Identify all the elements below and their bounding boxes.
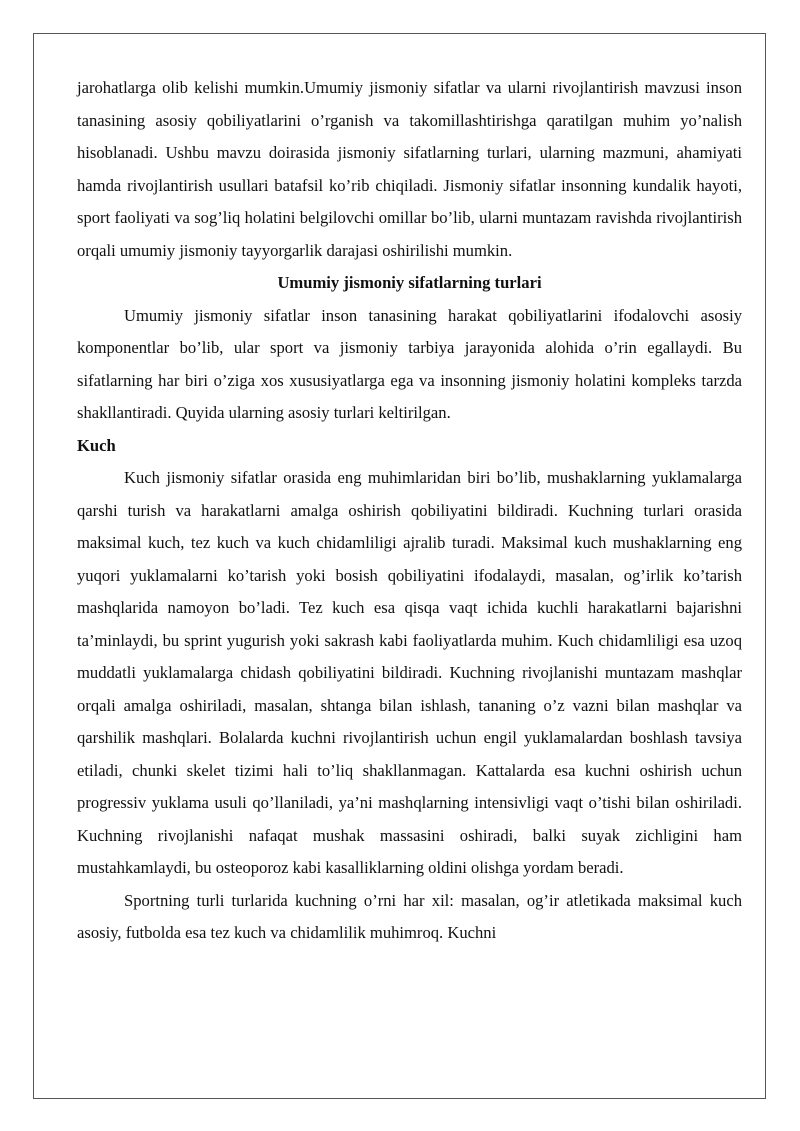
section-heading: Umumiy jismoniy sifatlarning turlari	[277, 273, 542, 292]
subheading-kuch: Kuch	[77, 435, 116, 455]
intro-paragraph: jarohatlarga olib kelishi mumkin.Umumiy jismoniy sifatlar va ularni rivojlantirish mavzusi inson tanasining asosiy qobiliyatlarini o’rganish va takomillashtirishga qaratilgan muhim yo’nalish hisoblanadi. Ushbu mavzu doirasida jismoniy sifatlarning turlari, ularning mazmuni, ahamiyati hamda rivojlantirish usullari batafsil ko’rib chiqiladi. Jismoniy sifatlar insonning kundalik hayoti, sport faoliyati va sog’liq holatini belgilovchi omillar bo’lib, ularni muntazam ravishda rivojlantirish orqali umumiy jismoniy tayyorgarlik darajasi oshirilishi mumkin.	[77, 78, 742, 260]
section-paragraph: Umumiy jismoniy sifatlar inson tanasining harakat qobiliyatlarini ifodalovchi asosiy komponentlar bo’lib, ular sport va jismoniy tarbiya jarayonida alohida o’rin egallaydi. Bu sifatlarning har biri o’ziga xos xususiyatlarga ega va insonning jismoniy holatini kompleks tarzda shakllantiradi. Quyida ularning asosiy turlari keltirilgan.	[77, 305, 742, 422]
kuch-paragraph-2: Sportning turli turlarida kuchning o’rni har xil: masalan, og’ir atletikada maksimal kuch asosiy, futbolda esa tez kuch va chidamlilik muhimroq. Kuchni	[77, 890, 742, 942]
kuch-paragraph-1: Kuch jismoniy sifatlar orasida eng muhimlaridan biri bo’lib, mushaklarning yuklamalarga qarshi turish va harakatlarni amalga oshirish qobiliyatini bildiradi. Kuchning turlari orasida maksimal kuch, tez kuch va kuch chidamliligi ajralib turadi. Maksimal kuch mushaklarning eng yuqori yuklamalarni ko’tarish yoki bosish qobiliyatini ifodalaydi, masalan, og’irlik ko’tarish mashqlarida namoyon bo’ladi. Tez kuch esa qisqa vaqt ichida kuchli harakatlarni bajarishni ta’minlaydi, bu sprint yugurish yoki sakrash kabi faoliyatlarda muhim. Kuch chidamliligi esa uzoq muddatli yuklamalarga chidash qobiliyatini bildiradi. Kuchning rivojlanishi muntazam mashqlar orqali amalga oshiriladi, masalan, shtanga bilan ishlash, tananing o’z vazni bilan mashqlar va qarshilik mashqlari. Bolalarda kuchni rivojlantirish uchun engil yuklamalardan boshlash tavsiya etiladi, chunki skelet tizimi hali to’liq shakllanmagan. Kattalarda esa kuchni oshirish uchun progressiv yuklama usuli qo’llaniladi, ya’ni mashqlarning intensivligi vaqt o’tishi bilan oshiriladi. Kuchning rivojlanishi nafaqat mushak massasini oshiradi, balki suyak zichligini ham mustahkamlaydi, bu osteoporoz kabi kasalliklarning oldini olishga yordam beradi.	[77, 468, 742, 877]
document-body	[77, 72, 742, 950]
